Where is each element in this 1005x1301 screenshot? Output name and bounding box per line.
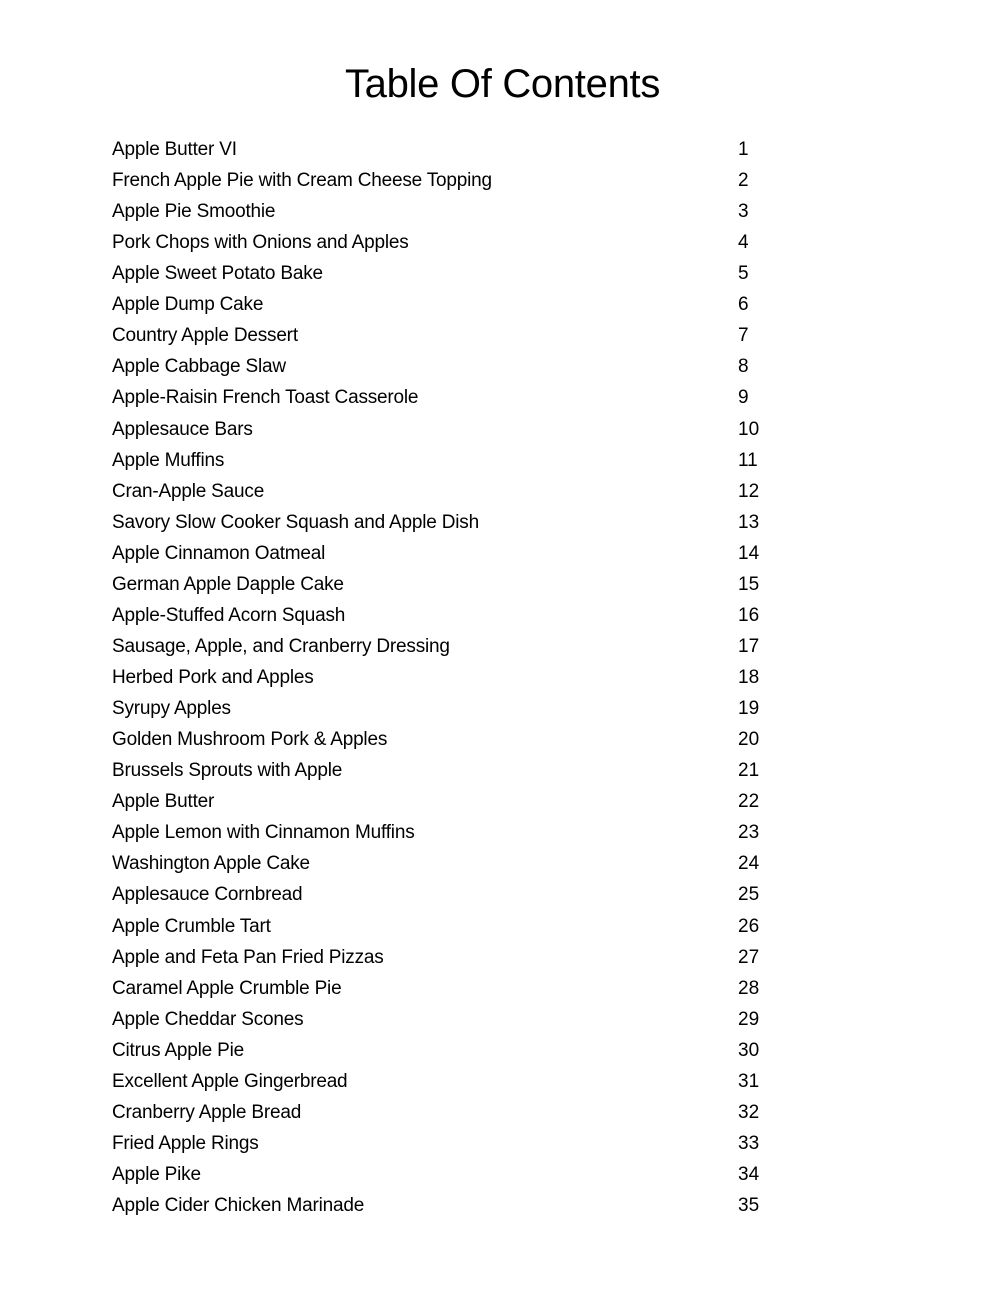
toc-entry-page-number: 35 [738,1195,760,1217]
toc-entry[interactable] [112,1008,772,1032]
toc-entry-page-number: 13 [738,511,760,533]
toc-entry-title: Cranberry Apple Bread [112,1101,302,1123]
toc-entry-title: Apple Cinnamon Oatmeal [112,542,326,564]
toc-entry-page-number: 11 [738,449,758,471]
toc-entry[interactable] [112,542,772,566]
toc-entry[interactable] [112,604,772,628]
toc-entry[interactable] [112,200,772,224]
toc-entry[interactable] [112,635,772,659]
toc-entry-page-number: 31 [738,1070,760,1092]
toc-entry-page-number: 24 [738,853,760,875]
toc-entry-title: Apple Sweet Potato Bake [112,263,323,285]
toc-entry-title: Golden Mushroom Pork & Apples [112,729,388,751]
toc-entry[interactable] [112,1163,772,1187]
toc-entry-title: Savory Slow Cooker Squash and Apple Dish [112,511,479,533]
toc-entry-title: Syrupy Apples [112,698,231,720]
toc-entry-page-number: 32 [738,1101,760,1123]
toc-entry-page-number: 1 [738,139,749,160]
toc-entry-title: Apple Crumble Tart [112,915,271,937]
toc-entry-page-number: 15 [738,573,760,595]
toc-entry-page-number: 19 [738,698,760,720]
toc-entry-page-number: 3 [738,201,749,223]
toc-entry-title: Applesauce Bars [112,418,253,440]
toc-entry-page-number: 17 [738,635,760,657]
toc-entry-page-number: 12 [738,480,760,502]
toc-entry[interactable] [112,666,772,690]
toc-entry-title: Excellent Apple Gingerbread [112,1070,348,1092]
toc-entry-title: Apple Cider Chicken Marinade [112,1195,365,1217]
page-title: Table Of Contents [344,62,661,106]
toc-entry-title: Apple Butter VI [112,139,237,160]
toc-entry-page-number: 27 [738,946,760,968]
toc-entry[interactable] [112,418,772,442]
toc-entry[interactable] [112,852,772,876]
toc-entry-title: Apple Pike [112,1163,201,1185]
toc-entry-title: Applesauce Cornbread [112,884,303,906]
toc-entry-page-number: 30 [738,1039,760,1061]
toc-entry-title: Brussels Sprouts with Apple [112,760,343,782]
toc-entry-title: Herbed Pork and Apples [112,667,314,689]
toc-entry-page-number: 8 [738,356,749,378]
toc-entry-page-number: 6 [738,294,749,316]
toc-entry-page-number: 33 [738,1132,760,1154]
toc-entry-title: French Apple Pie with Cream Cheese Topping [112,170,492,192]
toc-entry-title: Apple Butter [112,791,215,813]
toc-entry[interactable] [112,915,772,939]
toc-entry-title: Apple-Stuffed Acorn Squash [112,604,346,626]
toc-entry[interactable] [112,759,772,783]
toc-entry-title: Country Apple Dessert [112,325,298,347]
toc-entry-title: Apple Cheddar Scones [112,1008,304,1030]
toc-entry[interactable] [112,511,772,535]
toc-entry-title: German Apple Dapple Cake [112,573,344,595]
toc-entry-page-number: 22 [738,791,760,813]
toc-entry[interactable] [112,231,772,255]
toc-entry[interactable] [112,946,772,970]
toc-entry-page-number: 23 [738,822,760,844]
toc-entry-page-number: 26 [738,915,760,937]
toc-entry[interactable] [112,697,772,721]
toc-entry[interactable] [112,293,772,317]
toc-entry[interactable] [112,1194,772,1218]
toc-entry-title: Washington Apple Cake [112,853,310,875]
toc-entry[interactable] [112,573,772,597]
toc-entry-page-number: 14 [738,542,760,564]
toc-entry-page-number: 2 [738,170,749,192]
toc-entry-title: Caramel Apple Crumble Pie [112,977,342,999]
toc-entry-page-number: 16 [738,604,760,626]
toc-entry-page-number: 21 [738,760,760,782]
toc-entry[interactable] [112,355,772,379]
toc-entry-title: Sausage, Apple, and Cranberry Dressing [112,635,450,657]
toc-entry[interactable] [112,386,772,410]
toc-entry[interactable] [112,1039,772,1063]
toc-entry[interactable] [112,728,772,752]
toc-entry-title: Apple Muffins [112,449,225,471]
toc-entry-page-number: 18 [738,667,760,689]
toc-entry-page-number: 29 [738,1008,760,1030]
toc-entry[interactable] [112,821,772,845]
toc-entry[interactable] [112,324,772,348]
toc-entry[interactable] [112,977,772,1001]
toc-entry-title: Apple Lemon with Cinnamon Muffins [112,822,415,844]
toc-entry[interactable] [112,883,772,907]
toc-entry[interactable] [112,480,772,504]
toc-entry-page-number: 20 [738,729,760,751]
toc-entry-page-number: 34 [738,1163,760,1185]
toc-entry-title: Cran-Apple Sauce [112,480,265,502]
toc-entry-title: Pork Chops with Onions and Apples [112,232,409,254]
toc-entry[interactable] [112,1101,772,1125]
toc-entry-title: Apple Cabbage Slaw [112,356,286,378]
toc-entry-page-number: 25 [738,884,760,906]
toc-entry-page-number: 5 [738,263,749,285]
toc-entry[interactable] [112,169,772,193]
toc-entry-page-number: 9 [738,387,749,409]
toc-entry-title: Apple-Raisin French Toast Casserole [112,387,419,409]
toc-entry[interactable] [112,1070,772,1094]
toc-entry-title: Apple Pie Smoothie [112,201,276,223]
toc-entry-title: Apple and Feta Pan Fried Pizzas [112,946,384,968]
toc-entry[interactable] [112,138,772,162]
toc-entry[interactable] [112,790,772,814]
toc-entry-title: Fried Apple Rings [112,1132,259,1154]
toc-entry-page-number: 10 [738,418,760,440]
toc-entry-page-number: 28 [738,977,760,999]
toc-entry[interactable] [112,449,772,473]
toc-entry-page-number: 4 [738,232,749,254]
toc-entry-page-number: 7 [738,325,749,347]
toc-entry-title: Apple Dump Cake [112,294,264,316]
toc-entry[interactable] [112,262,772,286]
toc-entry[interactable] [112,1132,772,1156]
toc-entry-title: Citrus Apple Pie [112,1039,244,1061]
